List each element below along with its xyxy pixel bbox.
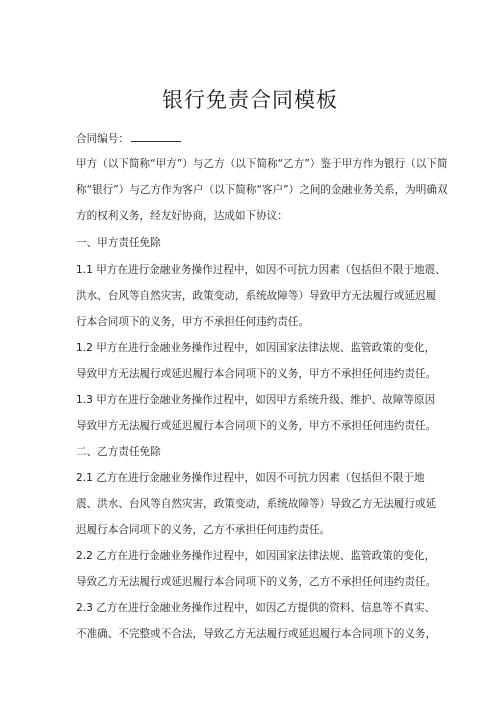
clause-2-2-line-2: 导致乙方无法履行或延迟履行本合同项下的义务，乙方不承担任何违约责任。 bbox=[76, 576, 437, 588]
clause-1-2-line-2: 导致甲方无法履行或延迟履行本合同项下的义务，甲方不承担任何违约责任。 bbox=[76, 368, 437, 380]
clause-2-3-line-1: 2.3 乙方在进行金融业务操作过程中，如因乙方提供的资料、信息等不真实、 bbox=[76, 602, 436, 614]
document-title: 银行免责合同模板 bbox=[162, 88, 338, 112]
clause-2-3-line-2: 不准确、不完整或不合法，导致乙方无法履行或延迟履行本合同项下的义务， bbox=[76, 628, 437, 640]
section-heading-1: 一、甲方责任免除 bbox=[76, 237, 161, 249]
clause-2-1-line-1: 2.1 乙方在进行金融业务操作过程中，如因不可抗力因素（包括但不限于地 bbox=[76, 472, 425, 484]
preamble-line-1: 甲方（以下简称“甲方”）与乙方（以下简称“乙方”）鉴于甲方作为银行（以下简 bbox=[76, 158, 448, 170]
clause-2-2-line-1: 2.2 乙方在进行金融业务操作过程中，如因国家法律法规、监管政策的变化， bbox=[76, 550, 436, 562]
contract-number-blank bbox=[131, 131, 181, 142]
clause-1-3-line-2: 导致甲方无法履行或延迟履行本合同项下的义务，甲方不承担任何违约责任。 bbox=[76, 420, 437, 432]
preamble-line-2: 称“银行”）与乙方作为客户（以下简称“客户”）之间的金融业务关系，为明确双 bbox=[76, 184, 448, 196]
contract-number-line bbox=[76, 131, 181, 146]
clause-2-1-line-2: 震、洪水、台风等自然灾害，政策变动，系统故障等）导致乙方无法履行或延 bbox=[76, 498, 437, 510]
contract-number-label: 合同编号： bbox=[76, 133, 129, 145]
preamble-line-3: 方的权利义务，经友好协商，达成如下协议： bbox=[76, 210, 288, 222]
clause-1-1-line-3: 行本合同项下的义务，甲方不承担任何违约责任。 bbox=[76, 316, 310, 328]
clause-1-2-line-1: 1.2 甲方在进行金融业务操作过程中，如因国家法律法规、监管政策的变化， bbox=[76, 342, 436, 354]
section-heading-2: 二、乙方责任免除 bbox=[76, 446, 161, 458]
clause-1-3-line-1: 1.3 甲方在进行金融业务操作过程中，如因甲方系统升级、维护、故障等原因 bbox=[76, 394, 436, 406]
clause-1-1-line-1: 1.1 甲方在进行金融业务操作过程中，如因不可抗力因素（包括但不限于地震、 bbox=[76, 264, 446, 276]
clause-1-1-line-2: 洪水、台风等自然灾害，政策变动，系统故障等）导致甲方无法履行或延迟履 bbox=[76, 290, 437, 302]
clause-2-1-line-3: 迟履行本合同项下的义务，乙方不承担任何违约责任。 bbox=[76, 524, 331, 536]
